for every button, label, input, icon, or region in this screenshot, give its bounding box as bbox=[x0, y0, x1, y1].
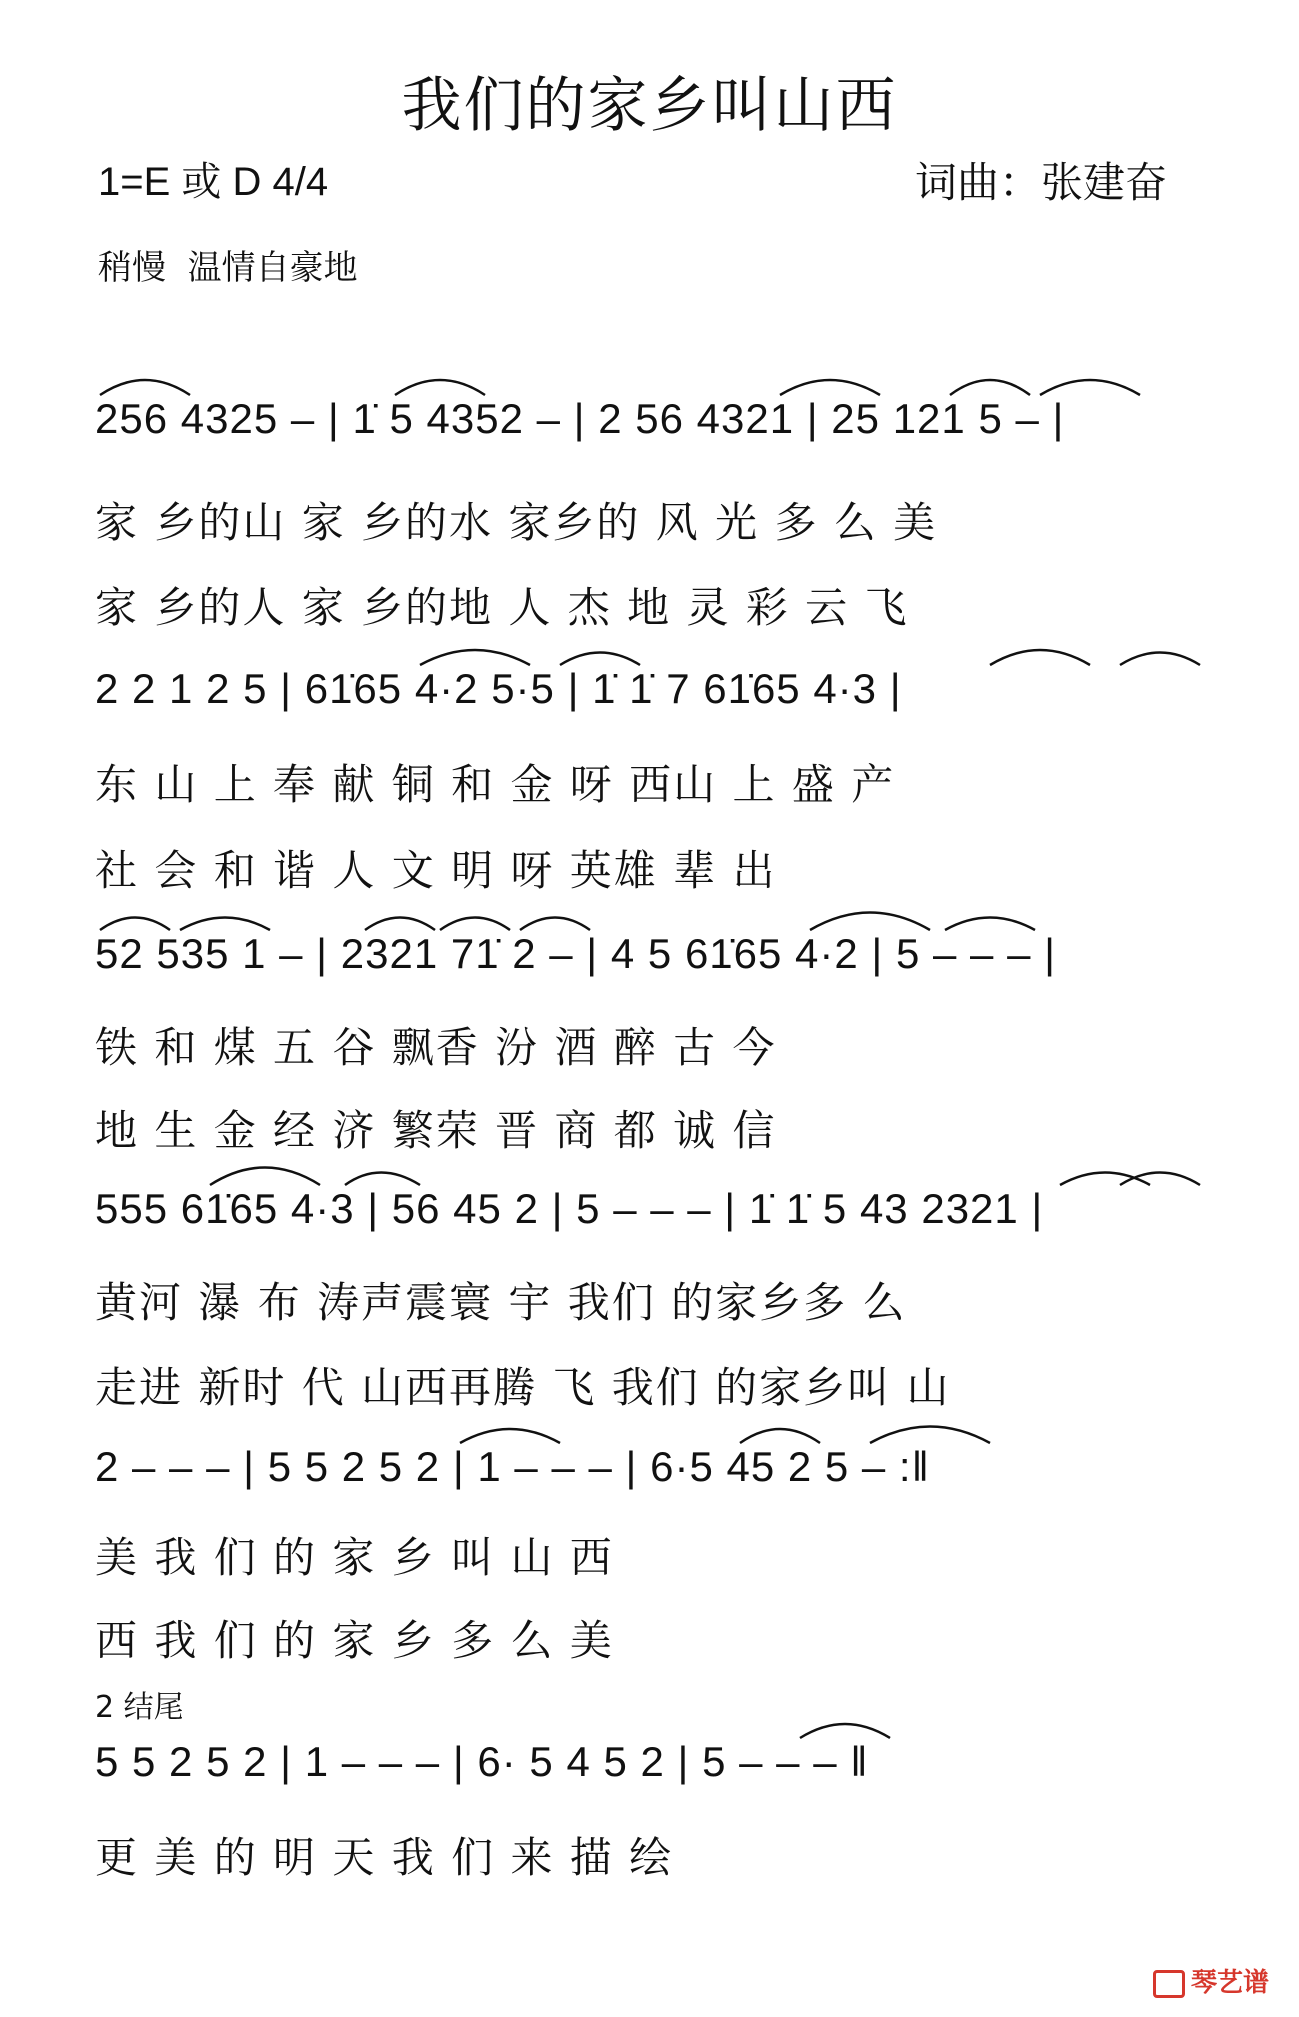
key-signature: 1=E 或 D 4/4 bbox=[98, 160, 329, 204]
slur bbox=[345, 1173, 420, 1186]
notes-line-2: 2 2 1 2 5 | 61̇65 4·2 5·5 | 1̇ 1̇ 7 61̇65 4·3 | bbox=[95, 665, 902, 712]
slur bbox=[870, 1427, 990, 1444]
slur bbox=[100, 380, 190, 395]
slur bbox=[460, 1429, 560, 1443]
slur bbox=[1060, 1173, 1150, 1186]
lyric-line-1b: 家 乡的人 家 乡的地 人 杰 地 灵 彩 云 飞 bbox=[95, 583, 909, 632]
notes-line-3: 52 535 1 – | 2321 71̇ 2 – | 4 5 61̇65 4·2 | 5 – – – | bbox=[95, 930, 1057, 977]
slur bbox=[740, 1429, 820, 1443]
slur bbox=[180, 918, 270, 931]
notes-line-1: 256 4325 – | 1̇ 5 4352 – | 2 56 4321 | 25 121 5 – | bbox=[95, 395, 1065, 442]
slur bbox=[365, 918, 435, 931]
slur bbox=[810, 913, 930, 931]
slur bbox=[420, 650, 530, 665]
lyric-line-4b: 走进 新时 代 山西再腾 飞 我们 的家乡叫 山 bbox=[95, 1363, 951, 1412]
lyric-line-4a: 黄河 瀑 布 涛声震寰 宇 我们 的家乡多 么 bbox=[95, 1278, 907, 1327]
slur bbox=[990, 650, 1090, 665]
lyric-line-3b: 地 生 金 经 济 繁荣 晋 商 都 诚 信 bbox=[95, 1106, 777, 1155]
slur bbox=[395, 380, 485, 395]
slur bbox=[800, 1724, 890, 1738]
notes-line-6: 5 5 2 5 2 | 1 – – – | 6· 5 4 5 2 | 5 – – – ‖ bbox=[95, 1738, 869, 1785]
lyric-line-6a: 更 美 的 明 天 我 们 来 描 绘 bbox=[95, 1833, 674, 1882]
lyric-line-2a: 东 山 上 奉 献 铜 和 金 呀 西山 上 盛 产 bbox=[95, 760, 896, 809]
lyric-line-3a: 铁 和 煤 五 谷 飘香 汾 酒 醉 古 今 bbox=[95, 1023, 777, 1072]
logo-icon bbox=[1153, 1970, 1185, 1998]
lyric-line-5a: 美 我 们 的 家 乡 叫 山 西 bbox=[95, 1533, 614, 1582]
slur bbox=[100, 918, 170, 931]
lyric-line-1a: 家 乡的山 家 乡的水 家乡的 风 光 多 么 美 bbox=[95, 498, 938, 547]
slur bbox=[780, 380, 880, 395]
watermark-text: 琴艺谱 bbox=[1190, 1968, 1269, 1998]
watermark-logo bbox=[1153, 1962, 1269, 1999]
slur bbox=[1120, 653, 1200, 666]
notes-line-4: 555 61̇65 4·3 | 56 45 2 | 5 – – – | 1̇ 1̇ 5 43 2321 | bbox=[95, 1185, 1044, 1232]
notes-line-5: 2 – – – | 5 5 2 5 2 | 1 – – – | 6·5 45 2 5 – :‖ bbox=[95, 1443, 930, 1490]
slur bbox=[210, 1168, 320, 1186]
composer-credit: 词曲：张建奋 bbox=[915, 158, 1168, 207]
slur bbox=[1040, 380, 1140, 395]
slur bbox=[440, 918, 510, 931]
slur bbox=[1120, 1173, 1200, 1186]
lyric-line-5b: 西 我 们 的 家 乡 多 么 美 bbox=[95, 1616, 614, 1665]
tempo-marking: 稍慢 温情自豪地 bbox=[98, 248, 358, 288]
lyric-line-2b: 社 会 和 谐 人 文 明 呀 英雄 辈 出 bbox=[95, 846, 777, 895]
slur bbox=[520, 918, 590, 931]
page-title: 我们的家乡叫山西 bbox=[401, 71, 898, 141]
ending-label: 2 结尾 bbox=[95, 1690, 184, 1725]
slur bbox=[945, 918, 1035, 931]
slur bbox=[560, 653, 640, 666]
slur bbox=[950, 380, 1030, 395]
